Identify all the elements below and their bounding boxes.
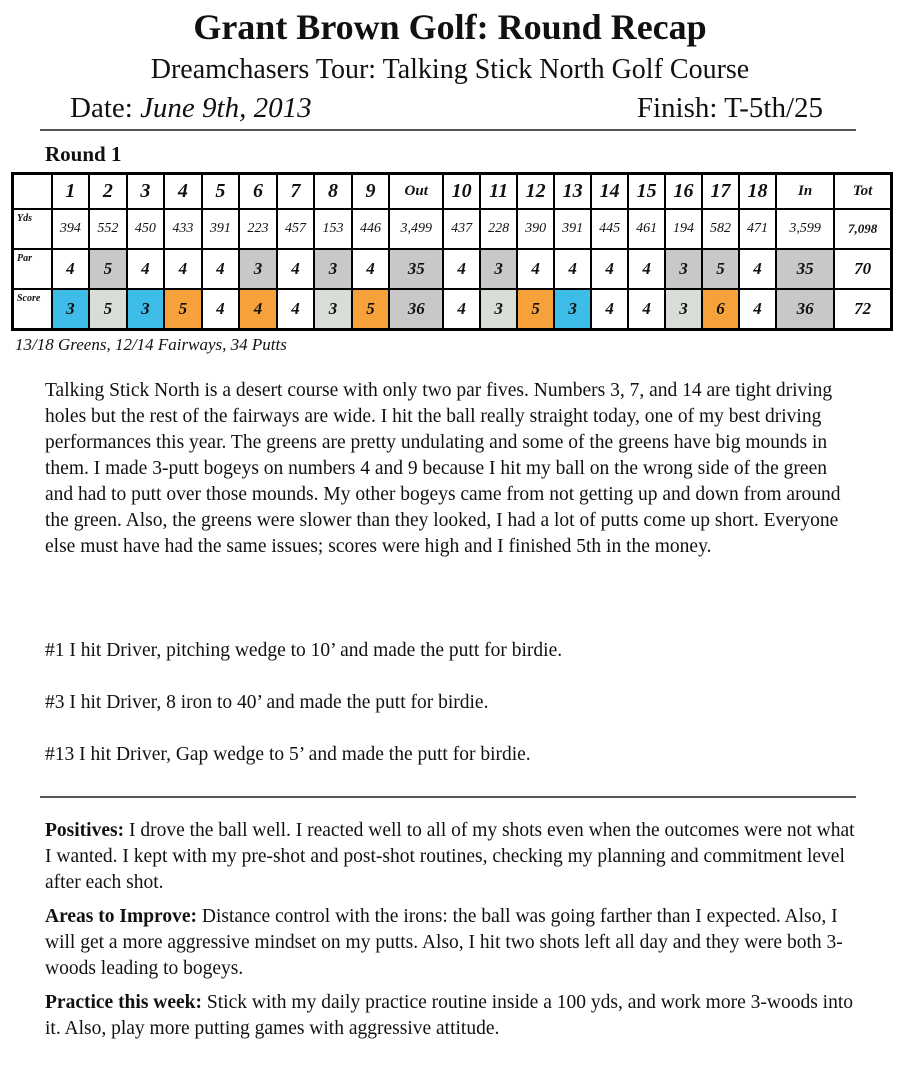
score-cell: 4	[202, 289, 240, 330]
yardage-cell: 223	[239, 209, 277, 249]
par-cell: 3	[480, 249, 517, 289]
hole-number-cell: 14	[591, 174, 628, 210]
yardage-cell: 582	[702, 209, 739, 249]
yardage-row	[13, 209, 892, 249]
score-cell: 6	[702, 289, 739, 330]
date-value: June 9th, 2013	[140, 92, 312, 124]
yardage-cell: 390	[517, 209, 554, 249]
par-cell: 4	[127, 249, 165, 289]
par-cell: 35	[389, 249, 443, 289]
par-cell: 3	[239, 249, 277, 289]
hole-13-note: #13 I hit Driver, Gap wedge to 5’ and made the putt for birdie.	[45, 744, 531, 765]
par-cell: 4	[591, 249, 628, 289]
par-cell: 4	[277, 249, 315, 289]
hole-3-note: #3 I hit Driver, 8 iron to 40’ and made the putt for birdie.	[45, 692, 489, 713]
hole-number-cell: 18	[739, 174, 776, 210]
yardage-cell: 7,098	[834, 209, 891, 249]
score-cell: 3	[554, 289, 591, 330]
scorecard-table	[11, 172, 893, 331]
par-cell: 4	[52, 249, 90, 289]
yardage-cell: 552	[89, 209, 127, 249]
yardage-cell: 445	[591, 209, 628, 249]
hole-number-cell: Out	[389, 174, 443, 210]
hole-number-cell: 9	[352, 174, 390, 210]
score-cell: 5	[164, 289, 202, 330]
par-cell: 70	[834, 249, 891, 289]
finish-label: Finish:	[636, 92, 718, 124]
section-divider	[40, 796, 856, 798]
hole-number-cell: 11	[480, 174, 517, 210]
score-cell: 3	[127, 289, 165, 330]
par-cell: 4	[164, 249, 202, 289]
date-label: Date:	[70, 92, 133, 124]
yardage-cell: 433	[164, 209, 202, 249]
score-row-label: Score	[13, 289, 52, 330]
par-cell: 3	[314, 249, 352, 289]
score-cell: 4	[443, 289, 480, 330]
hole-number-cell: 10	[443, 174, 480, 210]
yardage-cell: 457	[277, 209, 315, 249]
score-cell: 4	[591, 289, 628, 330]
hole-number-cell: Tot	[834, 174, 891, 210]
score-cell: 5	[352, 289, 390, 330]
yardage-cell: 437	[443, 209, 480, 249]
score-cell: 3	[480, 289, 517, 330]
par-row	[13, 249, 892, 289]
finish-line	[637, 92, 823, 125]
hole-number-cell: 5	[202, 174, 240, 210]
date-line	[70, 92, 312, 125]
practice-text: Stick with my daily practice routine inside a 100 yds, and work more 3-woods into it. Also, play more putting games with aggressive attitude.	[45, 992, 853, 1039]
score-cell: 4	[628, 289, 665, 330]
par-cell: 5	[702, 249, 739, 289]
improve-label: Areas to Improve:	[45, 906, 198, 927]
hole-number-cell: 6	[239, 174, 277, 210]
par-cell: 4	[517, 249, 554, 289]
round-narrative: Talking Stick North is a desert course with only two par fives. Numbers 3, 7, and 14 are tight driving holes but the rest of the fairways are wide. I hit the ball really straight today, one of my best driving performances this year. The greens are pretty undulating and some of the greens have big mounds in them. I made 3-putt bogeys on numbers 4 and 9 because I hit my ball on the wrong side of the green and had to putt over those mounds. My other bogeys came from not getting up and down from around the green. Also, the greens were slower than they looked, I had a lot of putts come up short. Everyone else must have had the same issues; scores were high and I finished 5th in the money.	[45, 380, 841, 557]
score-cell: 4	[277, 289, 315, 330]
yardage-cell: 3,599	[776, 209, 834, 249]
yardage-cell: 153	[314, 209, 352, 249]
score-cell: 3	[314, 289, 352, 330]
practice-label: Practice this week:	[45, 992, 203, 1013]
par-row-label: Par	[13, 249, 52, 289]
score-cell: 5	[517, 289, 554, 330]
par-cell: 4	[202, 249, 240, 289]
score-cell: 4	[739, 289, 776, 330]
yardage-cell: 450	[127, 209, 165, 249]
par-cell: 4	[352, 249, 390, 289]
hole-number-cell: 15	[628, 174, 665, 210]
round-stats: 13/18 Greens, 12/14 Fairways, 34 Putts	[15, 335, 287, 354]
page-title: Grant Brown Golf: Round Recap	[193, 7, 707, 47]
hole-number-cell: 1	[52, 174, 90, 210]
header-divider	[40, 129, 856, 131]
yardage-row-label: Yds	[13, 209, 52, 249]
round-label: Round 1	[45, 142, 122, 166]
yardage-cell: 471	[739, 209, 776, 249]
yardage-cell: 446	[352, 209, 390, 249]
positives-section	[45, 818, 855, 896]
yardage-cell: 228	[480, 209, 517, 249]
practice-section	[45, 990, 855, 1042]
score-cell: 36	[389, 289, 443, 330]
yardage-cell: 391	[202, 209, 240, 249]
score-cell: 3	[52, 289, 90, 330]
hole-number-cell: 2	[89, 174, 127, 210]
finish-value: T-5th/25	[724, 92, 823, 124]
score-cell: 4	[239, 289, 277, 330]
score-cell: 72	[834, 289, 891, 330]
hole-number-cell: 13	[554, 174, 591, 210]
page-subtitle: Dreamchasers Tour: Talking Stick North Golf Course	[150, 54, 750, 85]
hole-number-cell: 17	[702, 174, 739, 210]
yardage-cell: 3,499	[389, 209, 443, 249]
yardage-cell: 461	[628, 209, 665, 249]
hole-corner-cell	[13, 174, 52, 210]
positives-text: I drove the ball well. I reacted well to all of my shots even when the outcomes were not what I wanted. I kept with my pre-shot and post-shot routines, checking my planning and commitment level after each shot.	[45, 820, 855, 893]
par-cell: 5	[89, 249, 127, 289]
improve-text: Distance control with the irons: the ball was going farther than I expected. Also, I will get a more aggressive mindset on my putts. Also, I hit two shots left all day and they were both 3-woods leading to bogeys.	[45, 906, 843, 979]
par-cell: 4	[739, 249, 776, 289]
yardage-cell: 194	[665, 209, 702, 249]
hole-number-cell: 12	[517, 174, 554, 210]
yardage-cell: 394	[52, 209, 90, 249]
hole-number-cell: 7	[277, 174, 315, 210]
par-cell: 4	[628, 249, 665, 289]
par-cell: 4	[443, 249, 480, 289]
hole-number-cell: 16	[665, 174, 702, 210]
improve-section	[45, 904, 855, 982]
hole-number-cell: 4	[164, 174, 202, 210]
score-cell: 3	[665, 289, 702, 330]
par-cell: 4	[554, 249, 591, 289]
par-cell: 3	[665, 249, 702, 289]
hole-number-cell: 8	[314, 174, 352, 210]
hole-number-cell: 3	[127, 174, 165, 210]
par-cell: 35	[776, 249, 834, 289]
score-row	[13, 289, 892, 330]
hole-1-note: #1 I hit Driver, pitching wedge to 10’ and made the putt for birdie.	[45, 640, 563, 661]
score-cell: 36	[776, 289, 834, 330]
score-cell: 5	[89, 289, 127, 330]
yardage-cell: 391	[554, 209, 591, 249]
hole-number-cell: In	[776, 174, 834, 210]
hole-row	[13, 174, 892, 210]
positives-label: Positives:	[45, 820, 125, 841]
